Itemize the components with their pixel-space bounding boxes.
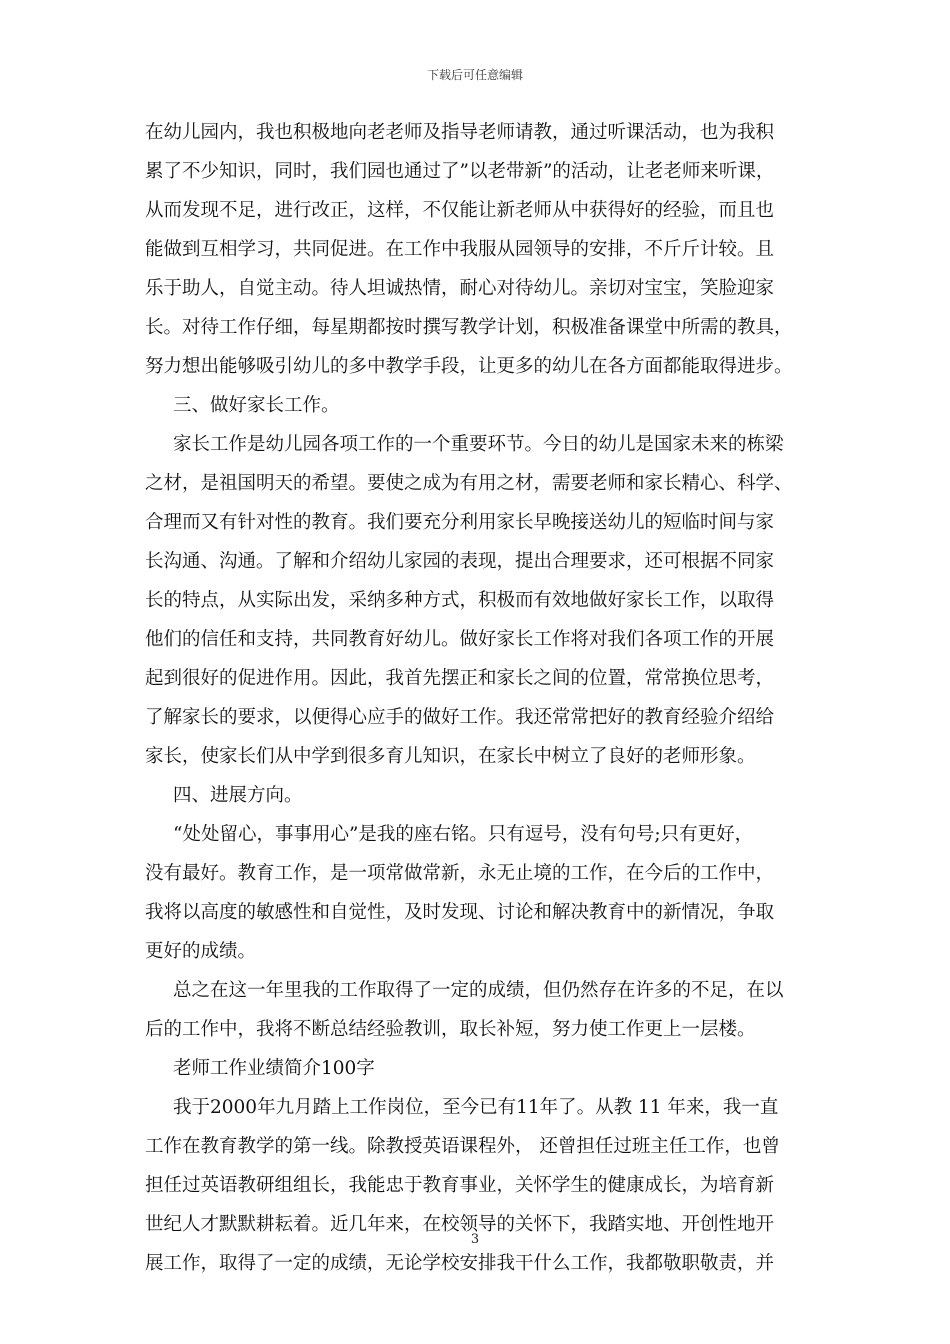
- body-line: 合理而又有针对性的教育。我们要充分利用家长早晚接送幼儿的短临时间与家: [145, 512, 775, 533]
- section-heading: 老师工作业绩简介100字: [173, 1058, 375, 1079]
- body-line: 后的工作中，我将不断总结经验教训，取长补短，努力使工作更上一层楼。: [145, 1019, 756, 1040]
- body-line: 担任过英语教研组组长，我能忠于教育事业，关怀学生的健康成长，为培育新: [145, 1175, 775, 1196]
- paragraph-first-line: 总之在这一年里我的工作取得了一定的成绩，但仍然存在许多的不足，在以: [173, 980, 784, 1001]
- body-line: 长沟通、沟通。了解和介绍幼儿家园的表现，提出合理要求，还可根据不同家: [145, 551, 775, 572]
- section-heading: 四、进展方向。: [173, 785, 303, 806]
- document-body: [145, 113, 810, 1283]
- body-line: 世纪人才默默耕耘着。近几年来，在校领导的关怀下，我踏实地、开创性地开: [145, 1214, 775, 1235]
- body-line: 我将以高度的敏感性和自觉性，及时发现、讨论和解决教育中的新情况，争取: [145, 902, 775, 923]
- section-heading: 三、做好家长工作。: [173, 395, 340, 416]
- paragraph-first-line: 家长工作是幼儿园各项工作的一个重要环节。今日的幼儿是国家未来的栋梁: [173, 434, 784, 455]
- page-header: 下载后可任意编辑: [426, 68, 523, 82]
- body-line: 累了不少知识，同时，我们园也通过了”以老带新”的活动，让老老师来听课，: [145, 161, 775, 182]
- paragraph-first-line: 我于2000年九月踏上工作岗位，至今已有11年了。从教 11 年来，我一直: [173, 1097, 779, 1118]
- body-line: 从而发现不足，进行改正，这样，不仅能让新老师从中获得好的经验，而且也: [145, 200, 775, 221]
- body-line: 长的特点，从实际出发，采纳多种方式，积极而有效地做好家长工作，以取得: [145, 590, 775, 611]
- body-line: 起到很好的促进作用。因此，我首先摆正和家长之间的位置，常常换位思考，: [145, 668, 775, 689]
- body-line: 没有最好。教育工作，是一项常做常新，永无止境的工作，在今后的工作中，: [145, 863, 775, 884]
- page-number: 3: [470, 1232, 480, 1247]
- body-line: 家长，使家长们从中学到很多育儿知识，在家长中树立了良好的老师形象。: [145, 746, 756, 767]
- body-line: 他们的信任和支持，共同教育好幼儿。做好家长工作将对我们各项工作的开展: [145, 629, 775, 650]
- paragraph-first-line: “处处留心，事事用心”是我的座右铭。只有逗号，没有句号;只有更好，: [173, 824, 754, 845]
- body-line: 能做到互相学习，共同促进。在工作中我服从园领导的安排，不斤斤计较。且: [145, 239, 775, 260]
- body-line: 了解家长的要求，以便得心应手的做好工作。我还常常把好的教育经验介绍给: [145, 707, 775, 728]
- body-line: 之材，是祖国明天的希望。要使之成为有用之材，需要老师和家长精心、科学、: [145, 473, 793, 494]
- body-line: 在幼儿园内，我也积极地向老老师及指导老师请教，通过听课活动，也为我积: [145, 122, 775, 143]
- body-line: 更好的成绩。: [145, 941, 257, 962]
- body-line: 乐于助人，自觉主动。待人坦诚热情，耐心对待幼儿。亲切对宝宝，笑脸迎家: [145, 278, 775, 299]
- body-line: 长。对待工作仔细，每星期都按时撰写教学计划，积极准备课堂中所需的教具，: [145, 317, 793, 338]
- body-line: 努力想出能够吸引幼儿的多中教学手段，让更多的幼儿在各方面都能取得进步。: [145, 356, 793, 377]
- body-line: 展工作，取得了一定的成绩，无论学校安排我干什么工作，我都敬职敬责，并: [145, 1253, 775, 1274]
- body-line: 工作在教育教学的第一线。除教授英语课程外， 还曾担任过班主任工作，也曾: [145, 1136, 780, 1157]
